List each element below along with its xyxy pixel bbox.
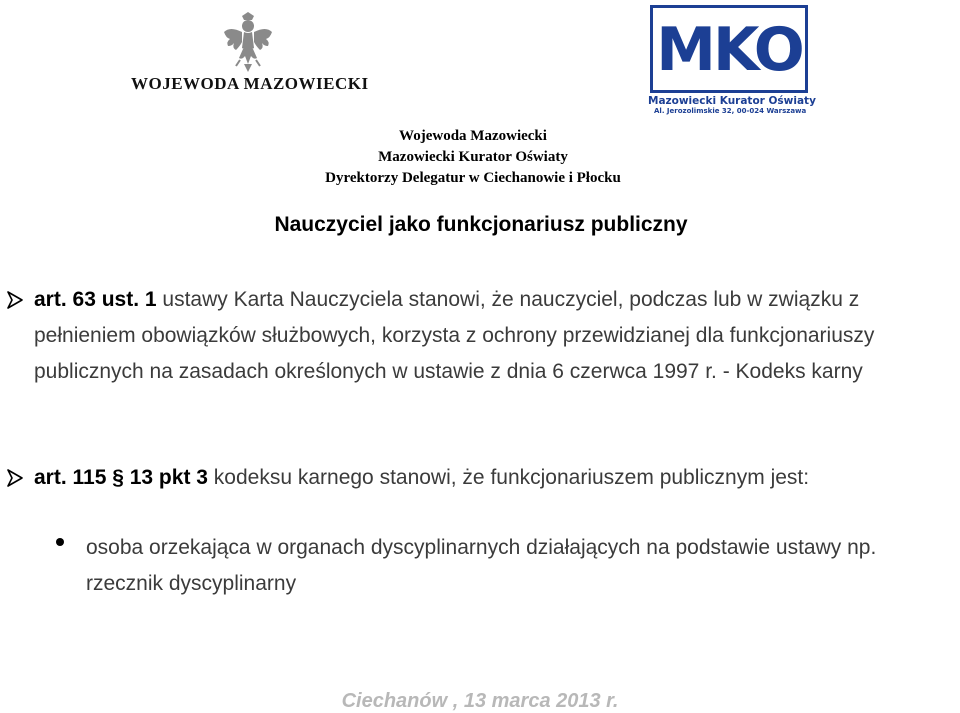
item-art-115-ref: art. 115 § 13 pkt 3 [34,466,208,489]
polish-eagle-emblem [222,12,274,74]
header-line-kurator: Mazowiecki Kurator Oświaty [378,149,568,165]
arrow-bullet-icon [6,291,24,309]
arrow-bullet-icon [6,469,24,487]
item-art-115 [34,460,960,496]
list-item-osoba-orzekajaca: osoba orzekająca w organach dyscyplinarnych działających na podstawie ustawy np. rzecznik dyscyplinarny [86,536,877,595]
mko-logo-address: Al. Jerozolimskie 32, 00-024 Warszawa [654,107,807,115]
mko-logo-letters: MKO [656,15,802,85]
item-art-63 [34,282,954,390]
item-art-63-text: ustawy Karta Nauczyciela stanowi, że nauczyciel, podczas lub w związku z pełnieniem obowiązków służbowych, korzysta z ochrony przewidzianej dla funkcjonariuszy publicznych na zasadach określonych w ustawie z dnia 6 czerwca 1997 r. - Kodeks karny [34,288,875,383]
header-line-wojewoda: Wojewoda Mazowiecki [399,128,547,144]
header-line-dyrektorzy: Dyrektorzy Delegatur w Ciechanowie i Płocku [325,170,621,186]
mko-logo [650,5,808,93]
item-art-63-ref: art. 63 ust. 1 [34,288,157,311]
mko-logo-subtitle: Mazowiecki Kurator Oświaty [648,95,816,107]
footer-date-place: Ciechanów , 13 marca 2013 r. [341,690,619,712]
wojewoda-logo-text: WOJEWODA MAZOWIECKI [131,74,369,93]
page-title: Nauczyciel jako funkcjonariusz publiczny [274,213,688,236]
item-art-115-text: kodeksu karnego stanowi, że funkcjonariuszem publicznym jest: [207,466,810,489]
bullet-dot [56,538,64,546]
